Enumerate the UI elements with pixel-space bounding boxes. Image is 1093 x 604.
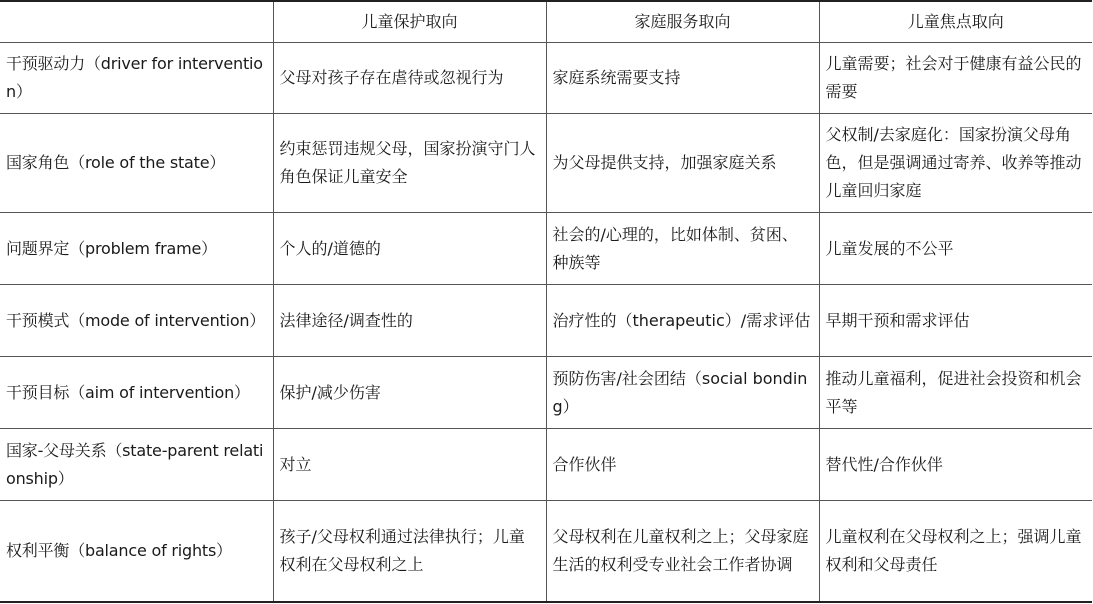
table-cell: 替代性/合作伙伴	[819, 429, 1092, 501]
row-label: 干预目标（aim of intervention）	[0, 357, 273, 429]
table-cell: 法律途径/调查性的	[273, 285, 546, 357]
header-cell-child-protection: 儿童保护取向	[273, 1, 546, 43]
table-cell: 约束惩罚违规父母，国家扮演守门人角色保证儿童安全	[273, 114, 546, 213]
table-cell: 父母权利在儿童权利之上；父母家庭生活的权利受专业社会工作者协调	[546, 501, 819, 603]
table-body	[0, 43, 1092, 603]
table-cell: 儿童发展的不公平	[819, 213, 1092, 285]
table-cell: 个人的/道德的	[273, 213, 546, 285]
table-cell: 父母对孩子存在虐待或忽视行为	[273, 43, 546, 114]
table-cell: 父权制/去家庭化：国家扮演父母角色，但是强调通过寄养、收养等推动儿童回归家庭	[819, 114, 1092, 213]
table-cell: 治疗性的（therapeutic）/需求评估	[546, 285, 819, 357]
table-row	[0, 43, 1092, 114]
table-row	[0, 285, 1092, 357]
table-row	[0, 114, 1092, 213]
table-cell: 家庭系统需要支持	[546, 43, 819, 114]
table-cell: 预防伤害/社会团结（social bonding）	[546, 357, 819, 429]
table-row	[0, 213, 1092, 285]
table-row	[0, 501, 1092, 603]
row-label: 权利平衡（balance of rights）	[0, 501, 273, 603]
table-cell: 保护/减少伤害	[273, 357, 546, 429]
table-cell: 推动儿童福利，促进社会投资和机会平等	[819, 357, 1092, 429]
row-label: 问题界定（problem frame）	[0, 213, 273, 285]
table-cell: 对立	[273, 429, 546, 501]
row-label: 干预驱动力（driver for intervention）	[0, 43, 273, 114]
table-cell: 合作伙伴	[546, 429, 819, 501]
table-row	[0, 429, 1092, 501]
header-cell-child-focused: 儿童焦点取向	[819, 1, 1092, 43]
table-row	[0, 357, 1092, 429]
header-cell-family-service: 家庭服务取向	[546, 1, 819, 43]
row-label: 国家角色（role of the state）	[0, 114, 273, 213]
table-header	[0, 1, 1092, 43]
table-cell: 早期干预和需求评估	[819, 285, 1092, 357]
table-cell: 为父母提供支持，加强家庭关系	[546, 114, 819, 213]
header-row	[0, 1, 1092, 43]
row-label: 国家-父母关系（state-parent relationship）	[0, 429, 273, 501]
header-cell-empty	[0, 1, 273, 43]
table-cell: 儿童权利在父母权利之上；强调儿童权利和父母责任	[819, 501, 1092, 603]
table-cell: 社会的/心理的，比如体制、贫困、种族等	[546, 213, 819, 285]
table-cell: 孩子/父母权利通过法律执行；儿童权利在父母权利之上	[273, 501, 546, 603]
table-cell: 儿童需要；社会对于健康有益公民的需要	[819, 43, 1092, 114]
row-label: 干预模式（mode of intervention）	[0, 285, 273, 357]
